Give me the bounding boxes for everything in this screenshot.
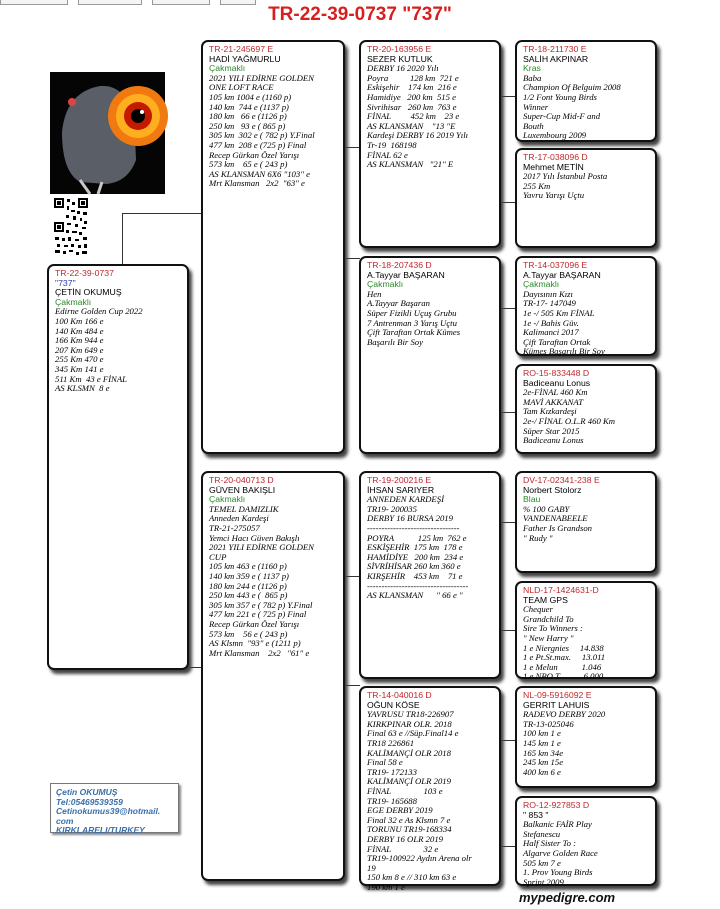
site-watermark: mypedigre.com (519, 890, 616, 905)
info-line: 2e-/ FİNAL O.L.R 460 Km (523, 415, 616, 426)
ring-number: TR-21-245697 E (209, 44, 274, 54)
pigeon-color: Çakmaklı (55, 296, 92, 307)
info-line: A.Tayyar Başaran (367, 298, 430, 309)
info-line: 165 km 34e (523, 747, 564, 758)
owner-name: Badiceanu Lonus (523, 377, 591, 388)
info-line: VANDENABEELE (523, 513, 588, 524)
info-line: DERBY 16 OLR 2019 (367, 833, 444, 844)
info-line: Winner (523, 101, 549, 112)
info-line: Anneden Kardeşi (209, 513, 269, 524)
pigeon-color: Çakmaklı (367, 279, 404, 290)
info-line: 180 km 66 e (1126 p) (209, 111, 287, 122)
sire-sire-dam-card[interactable] (515, 148, 657, 248)
info-line: AS KLANSMAN "13 "E (367, 120, 456, 131)
info-line: SİVRİHİSAR 260 km 360 e (367, 561, 461, 572)
info-line: Sivrihisar 260 km 763 e (367, 101, 457, 112)
info-line: TR18 226861 (367, 737, 415, 748)
sire-card[interactable] (201, 40, 345, 454)
info-line: Recep Gürkan Özel Yarışı (209, 618, 300, 629)
info-line: Başarılı Bir Soy (367, 336, 423, 347)
info-line: Grandchild To (523, 613, 574, 624)
ring-number: DV-17-02341-238 E (523, 475, 600, 485)
owner-name: GERRIT LAHUIS (523, 699, 590, 710)
info-line: KALİMANÇİ OLR 2019 (367, 776, 451, 787)
info-line: 140 Km 484 e (55, 325, 104, 336)
info-line: 2021 YILI EDİRNE GOLDEN (209, 72, 314, 83)
pigeon-color: Çakmaklı (209, 494, 246, 505)
owner-name: GÜVEN BAKIŞLI (209, 484, 276, 495)
info-line: KIRŞEHİR 453 km 71 e (367, 570, 463, 581)
pigeon-color: Kras (523, 63, 541, 74)
toolbar-button[interactable] (78, 0, 142, 5)
breeder-name: Çetin OKUMUŞ (56, 787, 118, 797)
info-line: 1 e Pt.St.max. 13.011 (523, 652, 606, 663)
info-line: 145 km 1 e (523, 737, 561, 748)
dam-dam-card[interactable] (359, 686, 501, 892)
info-line: MAVİ AKKANAT (523, 396, 584, 407)
info-line: Dayısının Kızı (523, 288, 573, 299)
info-line: AS KLANSMAN "21" E (367, 159, 454, 170)
info-line: ----------------------------------- (367, 580, 469, 591)
info-line: AS KLANSMAN " 66 e " (367, 590, 463, 601)
sire-dam-sire-card[interactable] (515, 256, 657, 356)
info-line: TR19- 172133 (367, 766, 417, 777)
info-line: 2e-FİNAL 460 Km (523, 387, 588, 398)
info-line: 511 Km 43 e FİNAL (55, 373, 127, 384)
info-line: 255 Km 470 e (55, 354, 104, 365)
info-line: 573 km 65 e ( 243 p) (209, 159, 288, 170)
info-line: 207 Km 649 e (55, 344, 104, 355)
info-line: Final 58 e (367, 757, 403, 768)
qr-code[interactable] (53, 197, 89, 257)
info-line: Mrt Klansman 2x2 "61" e (209, 647, 310, 658)
owner-name: HADİ YAĞMURLU (209, 53, 281, 64)
pigeon-eye-image (50, 72, 165, 194)
owner-name: Norbert Stolorz (523, 484, 582, 495)
info-line: POYRA 125 km 762 e (367, 532, 467, 543)
owner-name: Mehmet METİN (523, 161, 584, 172)
info-line: TR19- 165688 (367, 795, 417, 806)
info-line: YAVRUSU TR18-226907 (367, 709, 454, 720)
owner-name: " 853 " (523, 809, 549, 820)
info-line: 505 km 7 e (523, 857, 561, 868)
info-line: Badiceanu Lonus (523, 435, 584, 446)
info-line: Mrt Klansman 2x2 "63" e (209, 178, 305, 189)
info-line: KALİMANÇİ OLR 2018 (367, 747, 451, 758)
dam-dam-dam-card[interactable] (515, 796, 657, 886)
info-line: Half Sister To : (523, 838, 577, 849)
sire-dam-card[interactable] (359, 256, 501, 454)
ring-number: TR-14-040016 D (367, 690, 432, 700)
info-line: 2021 YILI EDİRNE GOLDEN (209, 542, 314, 553)
info-line: 245 km 15e (523, 757, 564, 768)
pigeon-info (55, 307, 181, 393)
info-line: 400 km 6 e (523, 766, 561, 777)
info-line: DERBY 16 2020 Yılı (367, 63, 439, 74)
info-line: Tr-19 168198 (367, 139, 417, 150)
pigeon-nickname: "737" (55, 277, 76, 288)
info-line: Chequer (523, 604, 553, 615)
info-line: 140 km 744 e (1137 p) (209, 101, 289, 112)
info-line: AS KLSMN 8 e (55, 383, 110, 394)
owner-name: A.Tayyar BAŞARAN (367, 269, 445, 280)
info-line: Final 63 e //Süp.Final14 e (367, 728, 459, 739)
ring-number: RO-15-833448 D (523, 368, 590, 378)
info-line: Kardeşi DERBY 16 2019 Yılı (367, 130, 469, 141)
dam-sire-sire-card[interactable] (515, 471, 657, 573)
info-line: ANNEDEN KARDEŞİ (367, 494, 444, 505)
info-line: Stefanescu (523, 828, 561, 839)
info-line: AS KLANSMAN 6X6 "103" e (209, 168, 310, 179)
info-line: 305 km 357 e ( 782 p) Y.Final (209, 599, 313, 610)
info-line: 477 km 208 e (725 p) Final (209, 139, 307, 150)
toolbar-button[interactable] (152, 0, 210, 5)
info-line: Çift Taraftan Ortak (523, 336, 591, 347)
breeder-email[interactable]: Cetinokumus39@hotmail. (56, 806, 161, 817)
info-line: 105 km 1004 e (1160 p) (209, 91, 292, 102)
info-line: Champion Of Belguim 2008 (523, 82, 621, 93)
breeder-contact-box (50, 783, 179, 836)
owner-name: OĞUN KÖSE (367, 699, 420, 710)
breeder-email-cont[interactable]: com (56, 815, 74, 826)
pigeon-color: Çakmaklı (209, 63, 246, 74)
info-line: 1. Prov Young Birds (523, 867, 593, 878)
info-line: Luxembourg 2009 (523, 130, 587, 141)
info-line: Recep Gürkan Özel Yarışı (209, 149, 300, 160)
info-line: 2017 Yılı İstanbul Posta (523, 171, 608, 182)
ring-number: TR-17-038096 D (523, 152, 588, 162)
info-line: FİNAL 32 e (367, 843, 439, 854)
info-line: Edirne Golden Cup 2022 (55, 306, 143, 317)
info-line: 100 Km 166 e (55, 315, 104, 326)
info-line: 1e -/ Bahis Güv. (523, 317, 579, 328)
sire-sire-sire-card[interactable] (515, 40, 657, 142)
pigeon-color: Blau (523, 494, 541, 505)
info-line: Sprint 2009 (523, 876, 564, 887)
ring-number: TR-20-163956 E (367, 44, 432, 54)
info-line: DERBY 16 BURSA 2019 (367, 513, 453, 524)
ring-number: RO-12-927853 D (523, 800, 590, 810)
info-line: TR-13-025046 (523, 718, 574, 729)
qr-code-icon (53, 197, 89, 257)
dam-card[interactable] (201, 471, 345, 881)
ring-number: TR-22-39-0737 (55, 268, 114, 278)
info-line: Hamidiye 200 km 515 e (367, 91, 457, 102)
info-line: ESKİŞEHİR 175 km 178 e (367, 542, 463, 553)
info-line: Bouth (523, 120, 544, 131)
info-line: 100 km 1 e (523, 728, 561, 739)
info-line: 180 km 244 e (1126 p) (209, 580, 287, 591)
info-line: Father Is Grandson (523, 522, 593, 533)
info-line: 105 km 463 e (1160 p) (209, 561, 287, 572)
info-line: Süper Fizikli Uçuş Grubu (367, 307, 457, 318)
info-line: 477 km 221 e ( 725 p) Final (209, 609, 307, 620)
info-line: 7 Antrenman 3 Yarış Uçtu (367, 317, 457, 328)
pigeon-photo (50, 72, 165, 194)
breeder-location: KIRKLARELI/TURKEY (56, 825, 145, 836)
info-line: 140 km 359 e ( 1137 p) (209, 570, 289, 581)
info-line: Poyra 128 km 721 e (367, 72, 459, 83)
info-line: 255 Km (523, 180, 551, 191)
info-line: Süper Star 2015 (523, 425, 580, 436)
info-line: 1 e NPO T 6.000 (523, 671, 604, 682)
info-line: EGE DERBY 2019 (367, 805, 433, 816)
pigeon-color: Çakmaklı (523, 279, 560, 290)
sire-sire-card[interactable] (359, 40, 501, 248)
ring-number: TR-20-040713 D (209, 475, 274, 485)
info-line: Eskişehir 174 km 216 e (367, 82, 457, 93)
ring-number: NLD-17-1424631-D (523, 585, 599, 595)
owner-name: TEAM GPS (523, 594, 568, 605)
info-line: Çift Taraftan Ortak Kümes (367, 327, 461, 338)
info-line: 1 e Niergnies 14.838 (523, 642, 604, 653)
info-line: 166 Km 944 e (55, 335, 104, 346)
info-line: Kalimanci 2017 (523, 327, 579, 338)
dam-dam-sire-card[interactable] (515, 686, 657, 788)
info-line: % 100 GABY (523, 503, 570, 514)
info-line: TORUNU TR19-168334 (367, 824, 452, 835)
info-line: 250 km 443 e ( 865 p) (209, 590, 288, 601)
ring-number: TR-19-200216 E (367, 475, 432, 485)
info-line: Tam Kızkardeşi (523, 406, 577, 417)
info-line: Yemci Hacı Güven Bakışlı (209, 532, 300, 543)
owner-name: İHSAN SARIYER (367, 484, 435, 495)
info-line: 1 e Melun 1.046 (523, 661, 602, 672)
dam-sire-card[interactable] (359, 471, 501, 679)
info-line: 1e -/ 505 Km FİNAL (523, 307, 595, 318)
info-line: Baba (523, 72, 542, 83)
info-line: TEMEL DAMIZLIK (209, 503, 279, 514)
ring-number: TR-18-211730 E (523, 44, 587, 54)
info-line: ONE LOFT RACE (209, 82, 274, 93)
info-line: KIRKPINAR OLR. 2018 (367, 718, 452, 729)
ring-number: TR-18-207436 D (367, 260, 432, 270)
ring-number: NL-09-5916092 E (523, 690, 592, 700)
info-line: 190 km 1 e (367, 881, 405, 892)
info-line: 573 km 56 e ( 243 p) (209, 628, 288, 639)
info-line: 305 km 302 e ( 782 p) Y.Final (209, 130, 315, 141)
info-line: AS Klsmn "93" e (1211 p) (209, 638, 301, 649)
info-line: Yavru Yarışı Uçtu (523, 190, 585, 201)
info-line: Balkanic FAİR Play (523, 819, 592, 830)
info-line: -------------------------------- (367, 522, 460, 533)
info-line: Super-Cup Mid-F and (523, 111, 601, 122)
info-line: Final 32 e As Klsmn 7 e (367, 814, 451, 825)
info-line: Sire To Winners : (523, 623, 583, 634)
ring-number: TR-14-037096 E (523, 260, 588, 270)
page-title: TR-22-39-0737 "737" (268, 4, 452, 25)
toolbar-button[interactable] (0, 0, 68, 5)
info-line: 150 km 8 e // 310 km 63 e (367, 872, 457, 883)
info-line: Kümes Başarılı Bir Soy (523, 346, 605, 357)
info-line: TR19-100922 Aydın Arena olr (367, 853, 472, 864)
info-line: TR19- 200035 (367, 503, 417, 514)
info-line: FİNAL 62 e (367, 149, 408, 160)
info-line: FİNAL 103 e (367, 785, 443, 796)
info-line: " Rudy " (523, 532, 553, 543)
info-line: TR-17- 147049 (523, 298, 576, 309)
dam-sire-dam-card[interactable] (515, 581, 657, 682)
info-line: FİNAL 452 km 23 e (367, 111, 460, 122)
info-line: Algarve Golden Race (523, 847, 598, 858)
info-line: 250 km 93 e ( 865 p) (209, 120, 286, 131)
breeder-phone[interactable]: Tel:05469539359 (56, 796, 123, 807)
info-line: 1/2 Font Young Birds (523, 91, 597, 102)
owner-name: ÇETİN OKUMUŞ (55, 287, 122, 298)
info-line: 345 Km 141 e (55, 363, 104, 374)
owner-name: A.Tayyar BAŞARAN (523, 269, 601, 280)
owner-name: SALİH AKPINAR (523, 53, 589, 64)
info-line: TR-21-275057 (209, 522, 260, 533)
sire-dam-dam-card[interactable] (515, 364, 657, 454)
info-line: RADEVO DERBY 2020 (523, 709, 606, 720)
info-line: CUP (209, 551, 227, 562)
owner-name: SEZER KUTLUK (367, 53, 433, 64)
subject-pigeon-card[interactable] (47, 264, 189, 670)
info-line: HAMİDİYE 200 km 234 e (367, 551, 464, 562)
info-line: Hen (367, 288, 382, 299)
info-line: " New Harry " (523, 632, 574, 643)
info-line: 19 (367, 862, 376, 873)
